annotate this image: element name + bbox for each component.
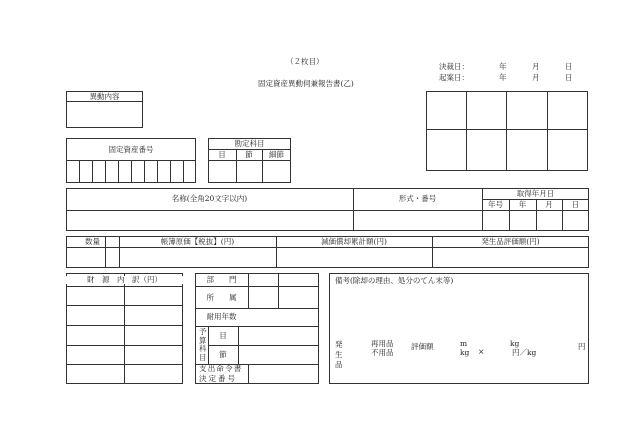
life-label: 耐用年数 [206,312,237,321]
reuse-label: 再用品 [371,339,394,348]
kanjo-label: 勘定科目 [234,139,265,148]
book-value-header: 帳簿原価【税抜】(円) [160,237,235,246]
idou-label: 異動内容 [89,92,120,101]
gen-value-header: 発生品評価額(円) [481,237,540,246]
acq-era: 年号 [488,200,503,209]
draft-day: 日 [565,73,573,82]
zaigen-label: 財 源 内 訳（円） [66,276,183,284]
bumon-label: 部 門 [206,275,237,284]
draft-month: 月 [532,73,540,82]
kanjo-moku: 目 [218,150,226,159]
yosan-setsu: 節 [219,350,227,359]
qty-header: 数量 [85,237,100,246]
draft-year: 年 [499,73,507,82]
yen-per-kg: 円／kg [512,348,537,357]
shozoku-label: 所 属 [206,293,237,302]
yosan-moku: 目 [219,331,227,340]
kanjo-saisetsu: 細節 [269,150,284,159]
acq-year: 年 [518,200,527,209]
name-header: 名称(全角20文字以内) [171,194,248,203]
model-header: 形式・番号 [398,194,437,203]
acq-month: 月 [545,200,553,209]
yen-unit: 円 [578,342,586,351]
draft-date-label: 起案日： [439,73,469,82]
decision-month: 月 [532,62,540,71]
times-sign: × [478,347,485,356]
yosan-label: 予算科目 [199,327,207,362]
page-title: 固定資産異動伺兼報告書(乙) [258,79,354,88]
remarks-title: 備考(除却の理由、処分のてん末等) [335,276,454,285]
nonreuse-label: 不用品 [371,348,394,357]
acq-day: 日 [571,200,580,209]
depreciation-header: 減価償却累計額(円) [321,237,387,246]
kanjo-setsu: 節 [245,150,253,159]
shishutsu-label-2: 決定番号 [199,374,237,383]
decision-year: 年 [499,62,507,71]
decision-date-label: 決裁日： [439,62,469,71]
remarks-box [329,273,589,384]
hassei-label: 発生品 [335,340,349,369]
decision-day: 日 [565,62,573,71]
shishutsu-label-1: 支出命令書 [199,364,243,373]
unit-kg: kg [460,348,470,357]
acq-header: 取得年月日 [516,189,555,198]
sheet-count: （２枚目） [286,57,324,66]
hyoka-label: 評価額 [411,342,434,351]
unit-m: m [460,339,468,348]
unit-kg-2: kg [510,339,520,348]
approval-grid [426,91,588,171]
asset-number-label: 固定資産番号 [108,145,154,154]
